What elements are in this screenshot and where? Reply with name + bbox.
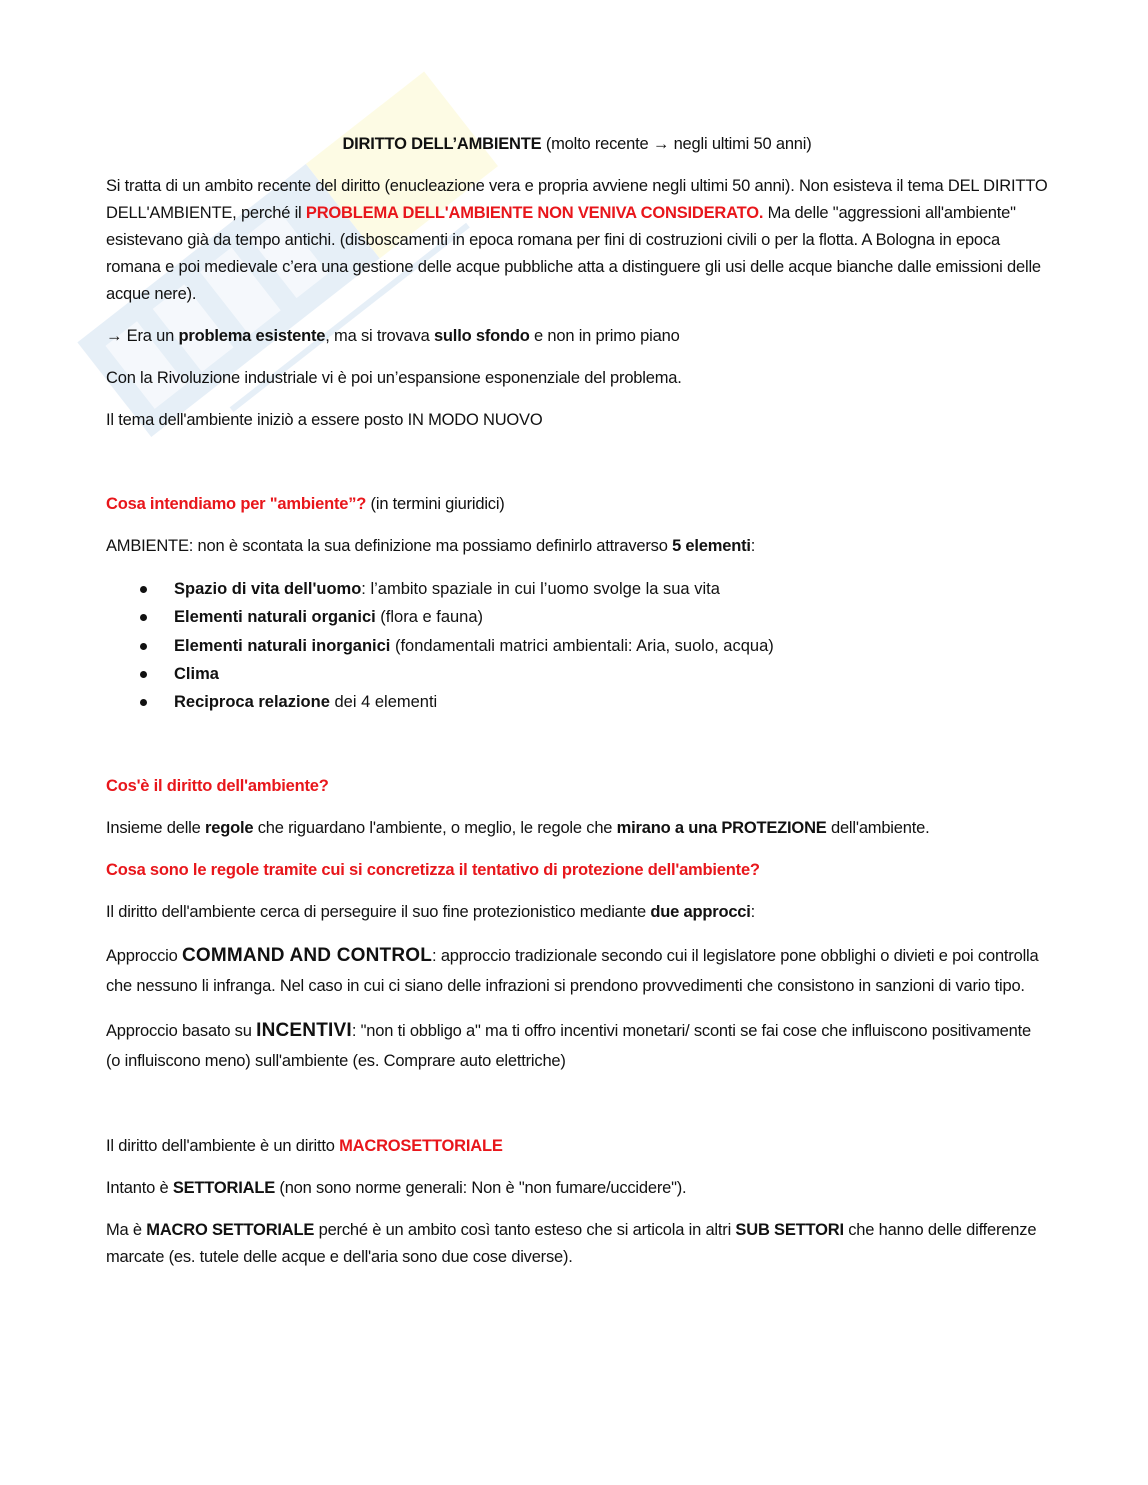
heading-diritto [106, 773, 1048, 800]
bold-text: Elementi naturali organici [174, 608, 376, 627]
list-item [106, 660, 1048, 688]
text: che riguardano l'ambiente, o meglio, le regole che [253, 819, 617, 838]
bullet-icon [140, 586, 147, 593]
text: Si tratta di un ambito recente del diritto (enucleazione vera e propria avviene negli ultimi 50 anni). Non esisteva il tema DEL DIRITTO DELL'AMBIENTE, perché il [106, 177, 1048, 222]
text: perché è un ambito così tanto esteso che si articola in altri [314, 1221, 736, 1240]
paragraph-intro [106, 173, 1048, 308]
paragraph-problem [106, 323, 1048, 350]
text: Approccio [106, 947, 182, 966]
emphasis-text: COMMAND AND CONTROL [181, 945, 433, 967]
paragraph-command-control [106, 941, 1048, 1001]
text: Intanto è [106, 1179, 173, 1198]
bold-text: sullo sfondo [433, 327, 530, 345]
text: (fondamentali matrici ambientali: Aria, suolo, acqua) [390, 636, 774, 655]
bold-text: mirano a una PROTEZIONE [616, 819, 827, 838]
highlight-red: PROBLEMA DELL'AMBIENTE NON VENIVA CONSIDERATO. [305, 204, 764, 222]
paragraph-rules [106, 815, 1048, 842]
paragraph-approaches [106, 899, 1048, 926]
heading-ambiente [106, 491, 1048, 518]
text: : "non ti obbligo a" ma ti offro incentivi monetari/ sconti se fai cose che influiscono positivamente (o influiscono meno) sull'ambiente (es. Comprare auto elettriche) [106, 1022, 1031, 1071]
heading-red: Cosa sono le regole tramite cui si concretizza il tentativo di protezione dell'ambiente? [106, 861, 760, 880]
text: : approccio tradizionale secondo cui il legislatore pone obblighi o divieti e poi controlla che nessuno li infranga. Nel caso in cui ci siano delle infrazioni si prendono provvedimenti che consistono in sanzioni di vario tipo. [106, 947, 1039, 996]
list-item [106, 575, 1048, 603]
heading-red: Cosa intendiamo per "ambiente”? [106, 495, 367, 513]
list-item [106, 688, 1048, 716]
text: dei 4 elementi [329, 693, 438, 712]
paragraph-definition [106, 533, 1048, 560]
elements-list [106, 575, 1048, 716]
text: : [750, 537, 756, 555]
bold-text: 5 elementi [672, 537, 751, 555]
bold-text: SETTORIALE [172, 1179, 276, 1198]
text: che hanno delle differenze marcate (es. tutele delle acque e dell'aria sono due cose diverse). [106, 1221, 1037, 1267]
paragraph-settoriale [106, 1175, 1048, 1202]
paragraph-incentives [106, 1016, 1048, 1076]
text: Insieme delle [106, 819, 206, 838]
bold-text: Elementi naturali inorganici [174, 636, 391, 655]
bold-text: MACRO SETTORIALE [146, 1221, 315, 1240]
text: Il diritto dell'ambiente è un diritto [106, 1137, 340, 1156]
text: : l’ambito spaziale in cui l’uomo svolge la sua vita [361, 580, 720, 598]
bold-text: Reciproca relazione [174, 693, 330, 712]
text: Il diritto dell'ambiente cerca di perseguire il suo fine protezionistico mediante [106, 903, 651, 922]
paragraph-macrosettoriale [106, 1133, 1048, 1160]
text: Approccio basato su [106, 1022, 257, 1041]
paragraph-revolution: Con la Rivoluzione industriale vi è poi un’espansione esponenziale del problema. [106, 369, 682, 387]
bold-text: regole [205, 819, 254, 838]
text: → Era un [106, 327, 179, 345]
bold-text: Clima [174, 664, 219, 683]
bullet-icon [140, 643, 147, 650]
bullet-icon [140, 614, 147, 621]
list-item [106, 632, 1048, 660]
emphasis-text: INCENTIVI [256, 1020, 352, 1042]
bullet-icon [140, 699, 147, 706]
document-title [106, 131, 1048, 158]
heading-rules [106, 857, 1048, 884]
paragraph-new-mode: Il tema dell'ambiente iniziò a essere posto IN MODO NUOVO [106, 411, 543, 429]
list-item [106, 603, 1048, 631]
text: dell'ambiente. [826, 819, 930, 838]
highlight-red: MACROSETTORIALE [339, 1137, 503, 1156]
text: : [750, 903, 756, 922]
title-subtitle: (molto recente → negli ultimi 50 anni) [541, 135, 812, 153]
text: , ma si trovava [325, 327, 434, 345]
bold-text: problema esistente [178, 327, 326, 345]
bold-text: SUB SETTORI [735, 1221, 844, 1240]
text: (in termini giuridici) [366, 495, 505, 513]
paragraph-sub-settori [106, 1217, 1048, 1271]
bold-text: due approcci [650, 903, 751, 922]
text: (flora e fauna) [375, 608, 484, 627]
text: Ma delle "aggressioni all'ambiente" esistevano già da tempo antichi. (disboscamenti in epoca romana per fini di costruzioni civili o per la flotta. A Bologna in epoca romana e poi medievale c’era una gestione delle acque pubbliche atta a distinguere gli usi delle acque bianche dalle emissioni delle acque nere). [106, 204, 1041, 303]
text: Ma è [106, 1221, 147, 1240]
bold-text: Spazio di vita dell'uomo [174, 580, 362, 598]
text: e non in primo piano [529, 327, 680, 345]
bullet-icon [140, 671, 147, 678]
heading-red: Cos'è il diritto dell'ambiente? [106, 777, 329, 796]
text: AMBIENTE: non è scontata la sua definizione ma possiamo definirlo attraverso [106, 537, 673, 555]
text: (non sono norme generali: Non è "non fumare/uccidere"). [275, 1179, 687, 1198]
title-bold: DIRITTO DELL’AMBIENTE [342, 135, 542, 153]
